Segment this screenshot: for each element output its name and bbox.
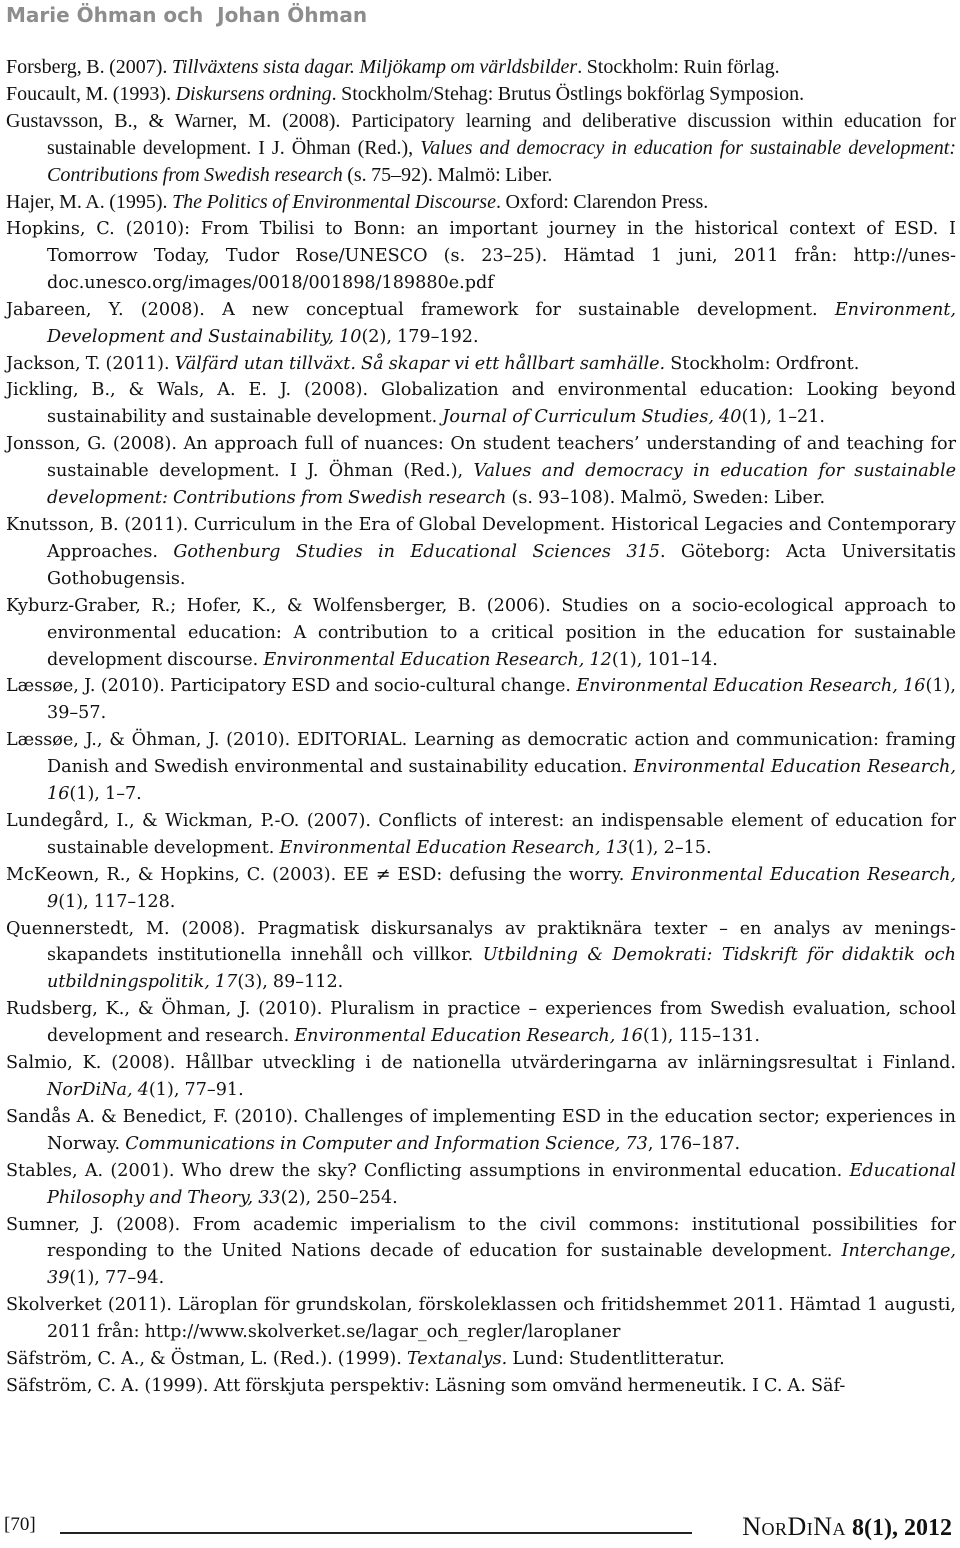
reference-text-segment: (1), 115–131. [642, 1026, 761, 1047]
reference-text-segment: (s. 75–92). Malmö: Liber. [342, 164, 553, 186]
running-head: Marie Öhman och Johan Öhman [6, 3, 368, 27]
reference-entry [6, 593, 956, 674]
reference-text-segment: (1), 1–21. [741, 407, 826, 428]
reference-text-segment: . Stockholm: Ruin förlag. [577, 56, 780, 78]
reference-entry [6, 673, 956, 727]
reference-italic-segment: Values and democracy in education for sustainable development: Contributions from Swedish research [47, 461, 957, 509]
reference-text-segment: (1), 77–91. [148, 1080, 244, 1100]
reference-italic-segment: Environmental Education Research, 16 [294, 1026, 643, 1047]
reference-italic-segment: Environmental Education Research, 12 [263, 649, 612, 670]
reference-entry [6, 297, 956, 351]
reference-text-segment: (1), 77–94. [69, 1268, 165, 1289]
reference-italic-segment: NorDiNa, 4 [47, 1080, 149, 1100]
reference-italic-segment: Environmental Education Research, 16 [576, 676, 926, 697]
reference-entry [6, 351, 956, 378]
reference-text-segment: Quennerstedt, M. (2008). Pragmatisk diskursanalys av praktiknära texter – en analys av meningsskapandets institutionella innehåll och villkor. [6, 918, 956, 966]
journal-issue [742, 1512, 952, 1542]
reference-italic-segment: Environmental Education Research, 16 [47, 757, 956, 805]
reference-italic-segment: Environmental Education Research, 9 [47, 864, 956, 912]
reference-italic-segment: Utbildning & Demokrati: Tidskrift för didaktik och utbildningspolitik, 17 [47, 945, 956, 993]
issue-number: 8(1), 2012 [846, 1515, 952, 1541]
page-footer [0, 1512, 960, 1548]
footer-rule [60, 1532, 692, 1534]
reference-text-segment: Sandås A. & Benedict, F. (2010). Challenges of implementing ESD in the education sector; experiences in Norway. [6, 1106, 956, 1154]
reference-entry [6, 808, 956, 862]
reference-text-segment: (3), 89–112. [237, 972, 344, 993]
reference-entry [6, 1346, 956, 1373]
reference-text-segment: Stables, A. (2001). Who drew the sky? Conflicting assumptions in environmental education. [6, 1160, 850, 1181]
reference-entry [6, 216, 956, 297]
reference-entry [6, 1158, 956, 1212]
reference-text-segment: Skolverket (2011). Läroplan för grundskolan, förskoleklassen och fritidshemmet 2011. Hämtad 1 augusti, 2011 från: http://www.skolverket.se/lagar_och_regler/laroplaner [6, 1295, 956, 1343]
reference-entry [6, 431, 956, 512]
reference-text-segment: Gustavsson, B., & Warner, M. (2008). Participatory learning and deliberative discussion within education for sustainable development. I J. Öhman (Red.), [6, 110, 956, 159]
reference-italic-segment: Environmental Education Research, 13 [279, 837, 629, 858]
reference-entry [6, 1104, 956, 1158]
reference-text-segment: (1), 2–15. [628, 837, 712, 858]
reference-text-segment: Hajer, M. A. (1995). [6, 191, 173, 213]
reference-italic-segment: Välfärd utan tillväxt. Så skapar vi ett hållbart samhälle. [174, 353, 666, 374]
reference-italic-segment: Tillväxtens sista dagar. Miljökamp om världsbilder [171, 56, 578, 78]
reference-italic-segment: Diskursens ordning [175, 83, 332, 105]
reference-entry [6, 377, 956, 431]
reference-entry [6, 1373, 956, 1400]
reference-entry [6, 512, 956, 593]
reference-italic-segment: Interchange, 39 [47, 1241, 956, 1289]
reference-text-segment: Jonsson, G. (2008). An approach full of nuances: On student teachers’ understanding of and teaching for sustainable development. I J. Öhman (Red.), [6, 434, 956, 482]
reference-entry [6, 862, 956, 916]
journal-name: NorDiNa [742, 1512, 847, 1541]
reference-text-segment: . Oxford: Clarendon Press. [495, 191, 709, 213]
reference-italic-segment: Values and democracy in education for sustainable development: Contributions from Swedish research [47, 137, 956, 186]
reference-text-segment: Lundegård, I., & Wickman, P.-O. (2007). Conflicts of interest: an indispensable element of education for sustainable development. [6, 810, 956, 858]
reference-entry [6, 108, 956, 189]
reference-italic-segment: Journal of Curriculum Studies, 40 [442, 407, 742, 428]
reference-text-segment: Læssøe, J. (2010). Participatory ESD and socio-cultural change. [6, 676, 577, 697]
reference-text-segment: Forsberg, B. (2007). [6, 56, 172, 78]
reference-text-segment: Foucault, M. (1993). [6, 83, 176, 105]
reference-entry [6, 81, 956, 108]
reference-text-segment: (s. 93–108). Malmö, Sweden: Liber. [506, 488, 826, 509]
reference-entry [6, 1292, 956, 1346]
reference-italic-segment: Communications in Computer and Information Science, 73 [125, 1133, 648, 1154]
reference-entry [6, 1050, 956, 1104]
reference-italic-segment: Educational Philosophy and Theory, 33 [47, 1160, 956, 1208]
reference-text-segment: Säfström, C. A., & Östman, L. (Red.). (1999). [6, 1349, 407, 1370]
reference-italic-segment: Environment, Development and Sustainability, 10 [47, 299, 956, 347]
reference-entry [6, 54, 956, 81]
reference-text-segment: Kyburz-Graber, R.; Hofer, K., & Wolfensberger, B. (2006). Studies on a socio-ecological approach to environmental education: A contribution to a critical position in the education for sustainable development discourse. [6, 595, 956, 670]
reference-text-segment: (1), 117–128. [58, 891, 176, 912]
reference-text-segment: (1), 1–7. [69, 784, 142, 805]
reference-text-segment: (2), 179–192. [361, 326, 479, 347]
reference-text-segment: Hopkins, C. (2010): From Tbilisi to Bonn: an important journey in the historical context of ESD. I Tomorrow Today, Tudor Rose/UNESCO (s. 23–25). Hämtad 1 juni, 2011 från: http://unesdoc.unesco.org/images/0018/001898/189880e.pdf [6, 219, 956, 293]
reference-entry [6, 727, 956, 808]
reference-text-segment: . Stockholm/Stehag: Brutus Östlings bokförlag Symposion. [331, 83, 805, 105]
reference-italic-segment: Textanalys. [406, 1349, 508, 1370]
reference-text-segment: Säfström, C. A. (1999). Att förskjuta perspektiv: Läsning som omvänd hermeneutik. I C. A. Säf- [6, 1375, 846, 1396]
reference-text-segment: Rudsberg, K., & Öhman, J. (2010). Pluralism in practice – experiences from Swedish evaluation, school development and research. [6, 999, 956, 1047]
reference-text-segment: Jabareen, Y. (2008). A new conceptual framework for sustainable development. [6, 299, 835, 320]
reference-text-segment: Sumner, J. (2008). From academic imperialism to the civil commons: institutional possibilities for responding to the United Nations decade of education for sustainable development. [6, 1214, 956, 1262]
reference-italic-segment: The Politics of Environmental Discourse [172, 191, 496, 213]
reference-text-segment: Knutsson, B. (2011). Curriculum in the Era of Global Development. Historical Legacies and Contemporary Approaches. [6, 514, 956, 562]
reference-text-segment: Jackson, T. (2011). [6, 353, 175, 374]
reference-text-segment: . Göteborg: Acta Universitatis Gothobugensis. [47, 541, 956, 589]
reference-italic-segment: Gothenburg Studies in Educational Sciences 315 [173, 541, 660, 562]
reference-text-segment: McKeown, R., & Hopkins, C. (2003). EE ≠ ESD: defusing the worry. [6, 864, 632, 885]
reference-text-segment: , 176–187. [647, 1133, 741, 1154]
reference-list [6, 54, 956, 1400]
reference-entry [6, 996, 956, 1050]
reference-text-segment: (1), 39–57. [47, 676, 956, 724]
reference-text-segment: (2), 250–254. [280, 1187, 398, 1208]
reference-entry [6, 1212, 956, 1293]
reference-text-segment: Jickling, B., & Wals, A. E. J. (2008). Globalization and environmental education: Looking beyond sustainability and sustainable development. [6, 380, 956, 428]
reference-text-segment: Lund: Studentlitteratur. [507, 1349, 725, 1370]
reference-text-segment: (1), 101–14. [611, 649, 718, 670]
page-number: [70] [4, 1514, 36, 1535]
reference-entry [6, 189, 956, 216]
reference-text-segment: Læssøe, J., & Öhman, J. (2010). EDITORIAL. Learning as democratic action and communication: framing Danish and Swedish environmental and sustainability education. [6, 730, 956, 778]
reference-text-segment: Stockholm: Ordfront. [665, 353, 860, 374]
reference-entry [6, 916, 956, 997]
reference-text-segment: Salmio, K. (2008). Hållbar utveckling i de nationella utvärderingarna av inlärningsresultat i Finland. [6, 1053, 956, 1074]
